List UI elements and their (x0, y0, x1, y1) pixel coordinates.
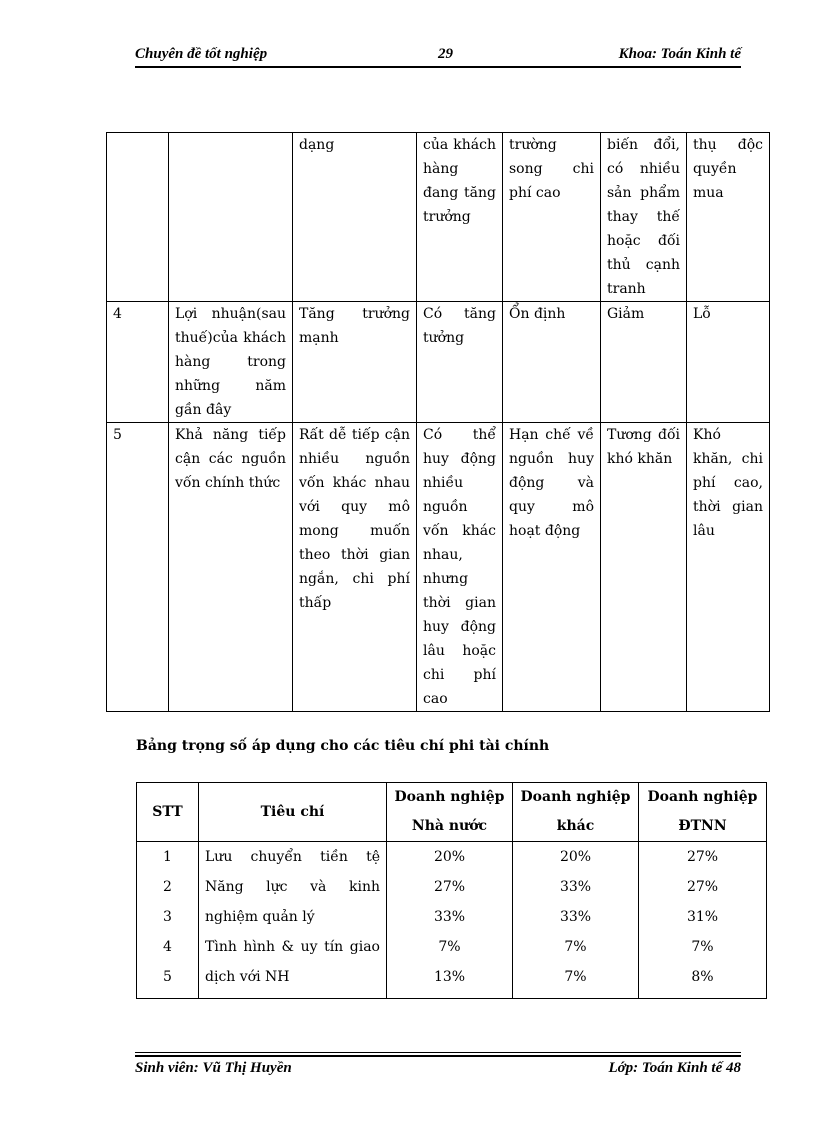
table-row (137, 872, 767, 902)
table-row (107, 302, 770, 423)
row-value: 27% (387, 872, 513, 902)
footer-student: Sinh viên: Vũ Thị Huyền (135, 1060, 292, 1076)
table-cell: Rất dễ tiếp cận nhiều nguồn vốn khác nhau với quy mô mong muốn theo thời gian ngắn, chi phí thấp (293, 423, 417, 712)
header-title: Chuyên đề tốt nghiệp (135, 46, 268, 62)
table-cell: 5 (107, 423, 169, 712)
row-criteria: dịch với NH (199, 962, 387, 999)
table-cell (169, 133, 293, 302)
table-header-row (137, 783, 767, 842)
page-header (135, 44, 741, 66)
table-cell: Giảm (601, 302, 687, 423)
footer-rule-thin (135, 1052, 741, 1053)
row-stt: 3 (137, 902, 199, 932)
footer-rule-thick (135, 1055, 741, 1057)
row-value: 33% (513, 872, 639, 902)
row-stt: 5 (137, 962, 199, 999)
table-cell: biến đổi, có nhiều sản phẩm thay thế hoặc đối thủ cạnh tranh (601, 133, 687, 302)
header-stt: STT (137, 783, 199, 842)
table-row (107, 423, 770, 712)
header-criteria: Tiêu chí (199, 783, 387, 842)
row-value: 7% (513, 932, 639, 962)
footer-class: Lớp: Toán Kinh tế 48 (608, 1060, 741, 1076)
row-criteria: nghiệm quản lý (199, 902, 387, 932)
table-cell: Lợi nhuận(sau thuế)của khách hàng trong những năm gần đây (169, 302, 293, 423)
table-cell: 4 (107, 302, 169, 423)
table-cell (107, 133, 169, 302)
table-cell: dạng (293, 133, 417, 302)
table-cell: Tăng trưởng mạnh (293, 302, 417, 423)
row-value: 33% (387, 902, 513, 932)
row-value: 7% (513, 962, 639, 999)
table-row (107, 133, 770, 302)
row-criteria: Năng lực và kinh (199, 872, 387, 902)
table-cell: Khó khăn, chi phí cao, thời gian lâu (687, 423, 770, 712)
row-value: 27% (639, 872, 767, 902)
row-value: 31% (639, 902, 767, 932)
table-row (137, 842, 767, 873)
table-row (137, 932, 767, 962)
row-value: 7% (387, 932, 513, 962)
table-cell: của khách hàng đang tăng trưởng (417, 133, 503, 302)
header-other-enterprise: Doanh nghiệp khác (513, 783, 639, 842)
row-stt: 1 (137, 842, 199, 873)
table-cell: trường song chi phí cao (503, 133, 601, 302)
criteria-scale-table (106, 132, 770, 712)
table-cell: Có thể huy động nhiều nguồn vốn khác nhau, nhưng thời gian huy động lâu hoặc chi phí cao (417, 423, 503, 712)
row-stt: 2 (137, 872, 199, 902)
table-cell: Có tăng tưởng (417, 302, 503, 423)
header-state-enterprise: Doanh nghiệp Nhà nước (387, 783, 513, 842)
row-value: 33% (513, 902, 639, 932)
row-value: 20% (513, 842, 639, 873)
row-value: 27% (639, 842, 767, 873)
table-caption: Bảng trọng số áp dụng cho các tiêu chí phi tài chính (136, 738, 550, 754)
table-cell: Tương đối khó khăn (601, 423, 687, 712)
row-value: 7% (639, 932, 767, 962)
table-row (137, 902, 767, 932)
row-criteria: Tình hình & uy tín giao (199, 932, 387, 962)
row-value: 20% (387, 842, 513, 873)
header-rule (135, 66, 741, 68)
table-cell: Hạn chế về nguồn huy động và quy mô hoạt động (503, 423, 601, 712)
row-criteria: Lưu chuyển tiền tệ (199, 842, 387, 873)
row-stt: 4 (137, 932, 199, 962)
header-fdi-enterprise: Doanh nghiệp ĐTNN (639, 783, 767, 842)
table-cell: Lỗ (687, 302, 770, 423)
table-cell: thụ độc quyền mua (687, 133, 770, 302)
row-value: 13% (387, 962, 513, 999)
page-number: 29 (438, 46, 453, 62)
page-footer (135, 1060, 741, 1082)
table-row (137, 962, 767, 999)
weights-table (136, 782, 767, 999)
header-faculty: Khoa: Toán Kinh tế (618, 46, 741, 62)
row-value: 8% (639, 962, 767, 999)
table-cell: Ổn định (503, 302, 601, 423)
table-cell: Khả năng tiếp cận các nguồn vốn chính thức (169, 423, 293, 712)
